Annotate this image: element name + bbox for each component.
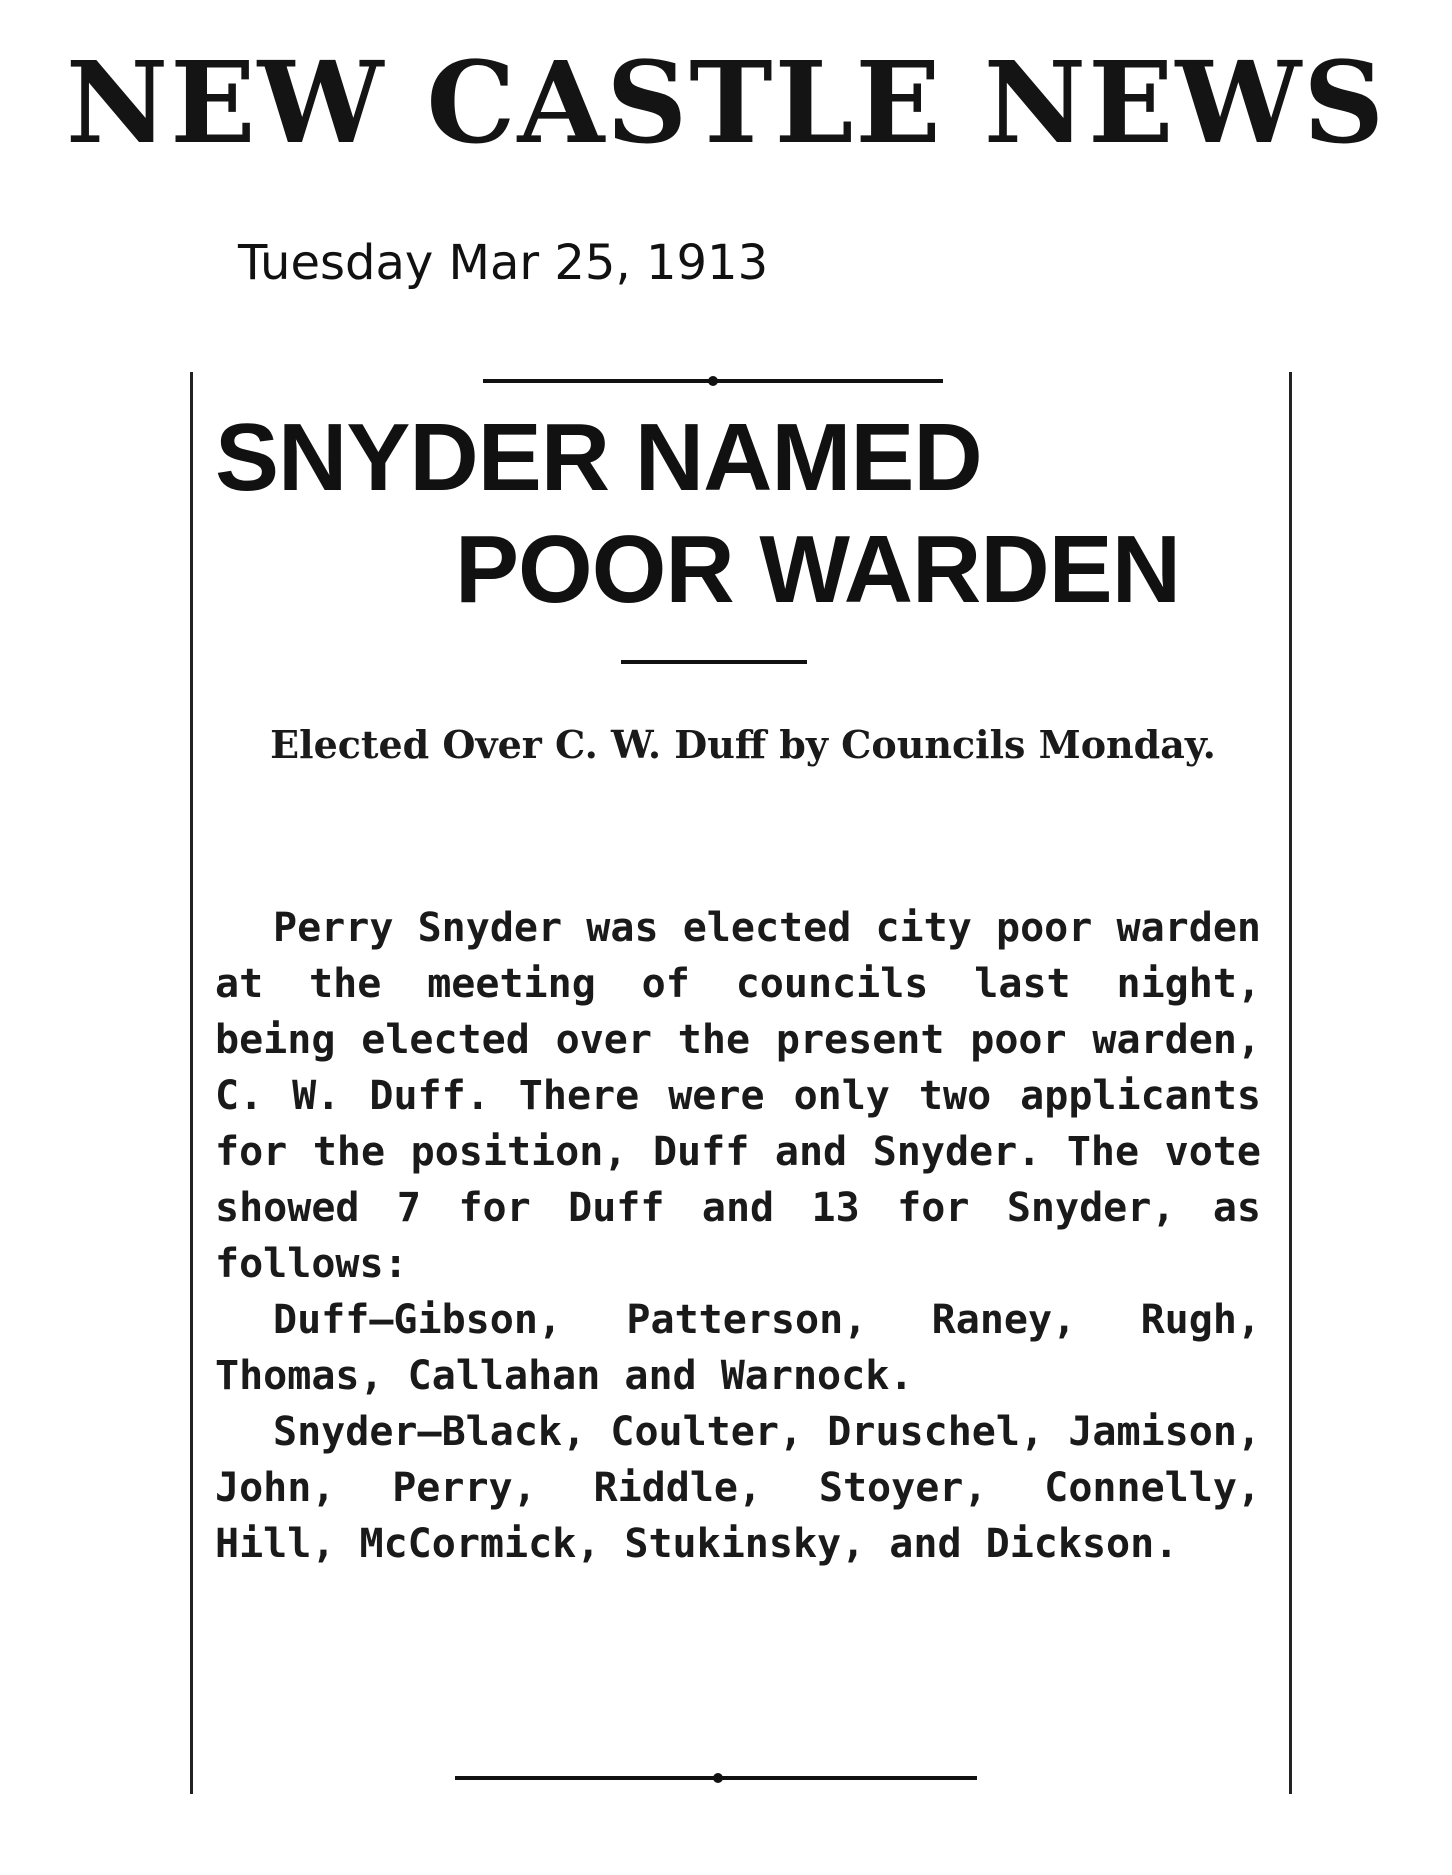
- publication-date: Tuesday Mar 25, 1913: [238, 235, 769, 291]
- top-rule: [483, 379, 943, 383]
- bottom-rule: [455, 1776, 977, 1780]
- article-body: [215, 900, 1261, 1572]
- article-clipping: [190, 372, 1292, 1794]
- headline-divider: [621, 660, 807, 664]
- headline-line-2: POOR WARDEN: [455, 516, 1181, 623]
- newspaper-masthead: NEW CASTLE NEWS: [65, 38, 1387, 169]
- article-paragraph: Perry Snyder was elected city poor warden at the meeting of councils last night, being elected over the present poor warden, C. W. Duff. There were only two applicants for the position, Duff and Snyder. The vote showed 7 for Duff and 13 for Snyder, as follows:: [215, 905, 1261, 1287]
- headline-line-1: SNYDER NAMED: [215, 404, 982, 511]
- subheadline: Elected Over C. W. Duff by Councils Monday.: [270, 722, 1216, 767]
- article-paragraph: Duff—Gibson, Patterson, Raney, Rugh, Thomas, Callahan and Warnock.: [215, 1297, 1261, 1399]
- article-paragraph: Snyder—Black, Coulter, Druschel, Jamison, John, Perry, Riddle, Stoyer, Connelly, Hill, McCormick, Stukinsky, and Dickson.: [215, 1409, 1261, 1567]
